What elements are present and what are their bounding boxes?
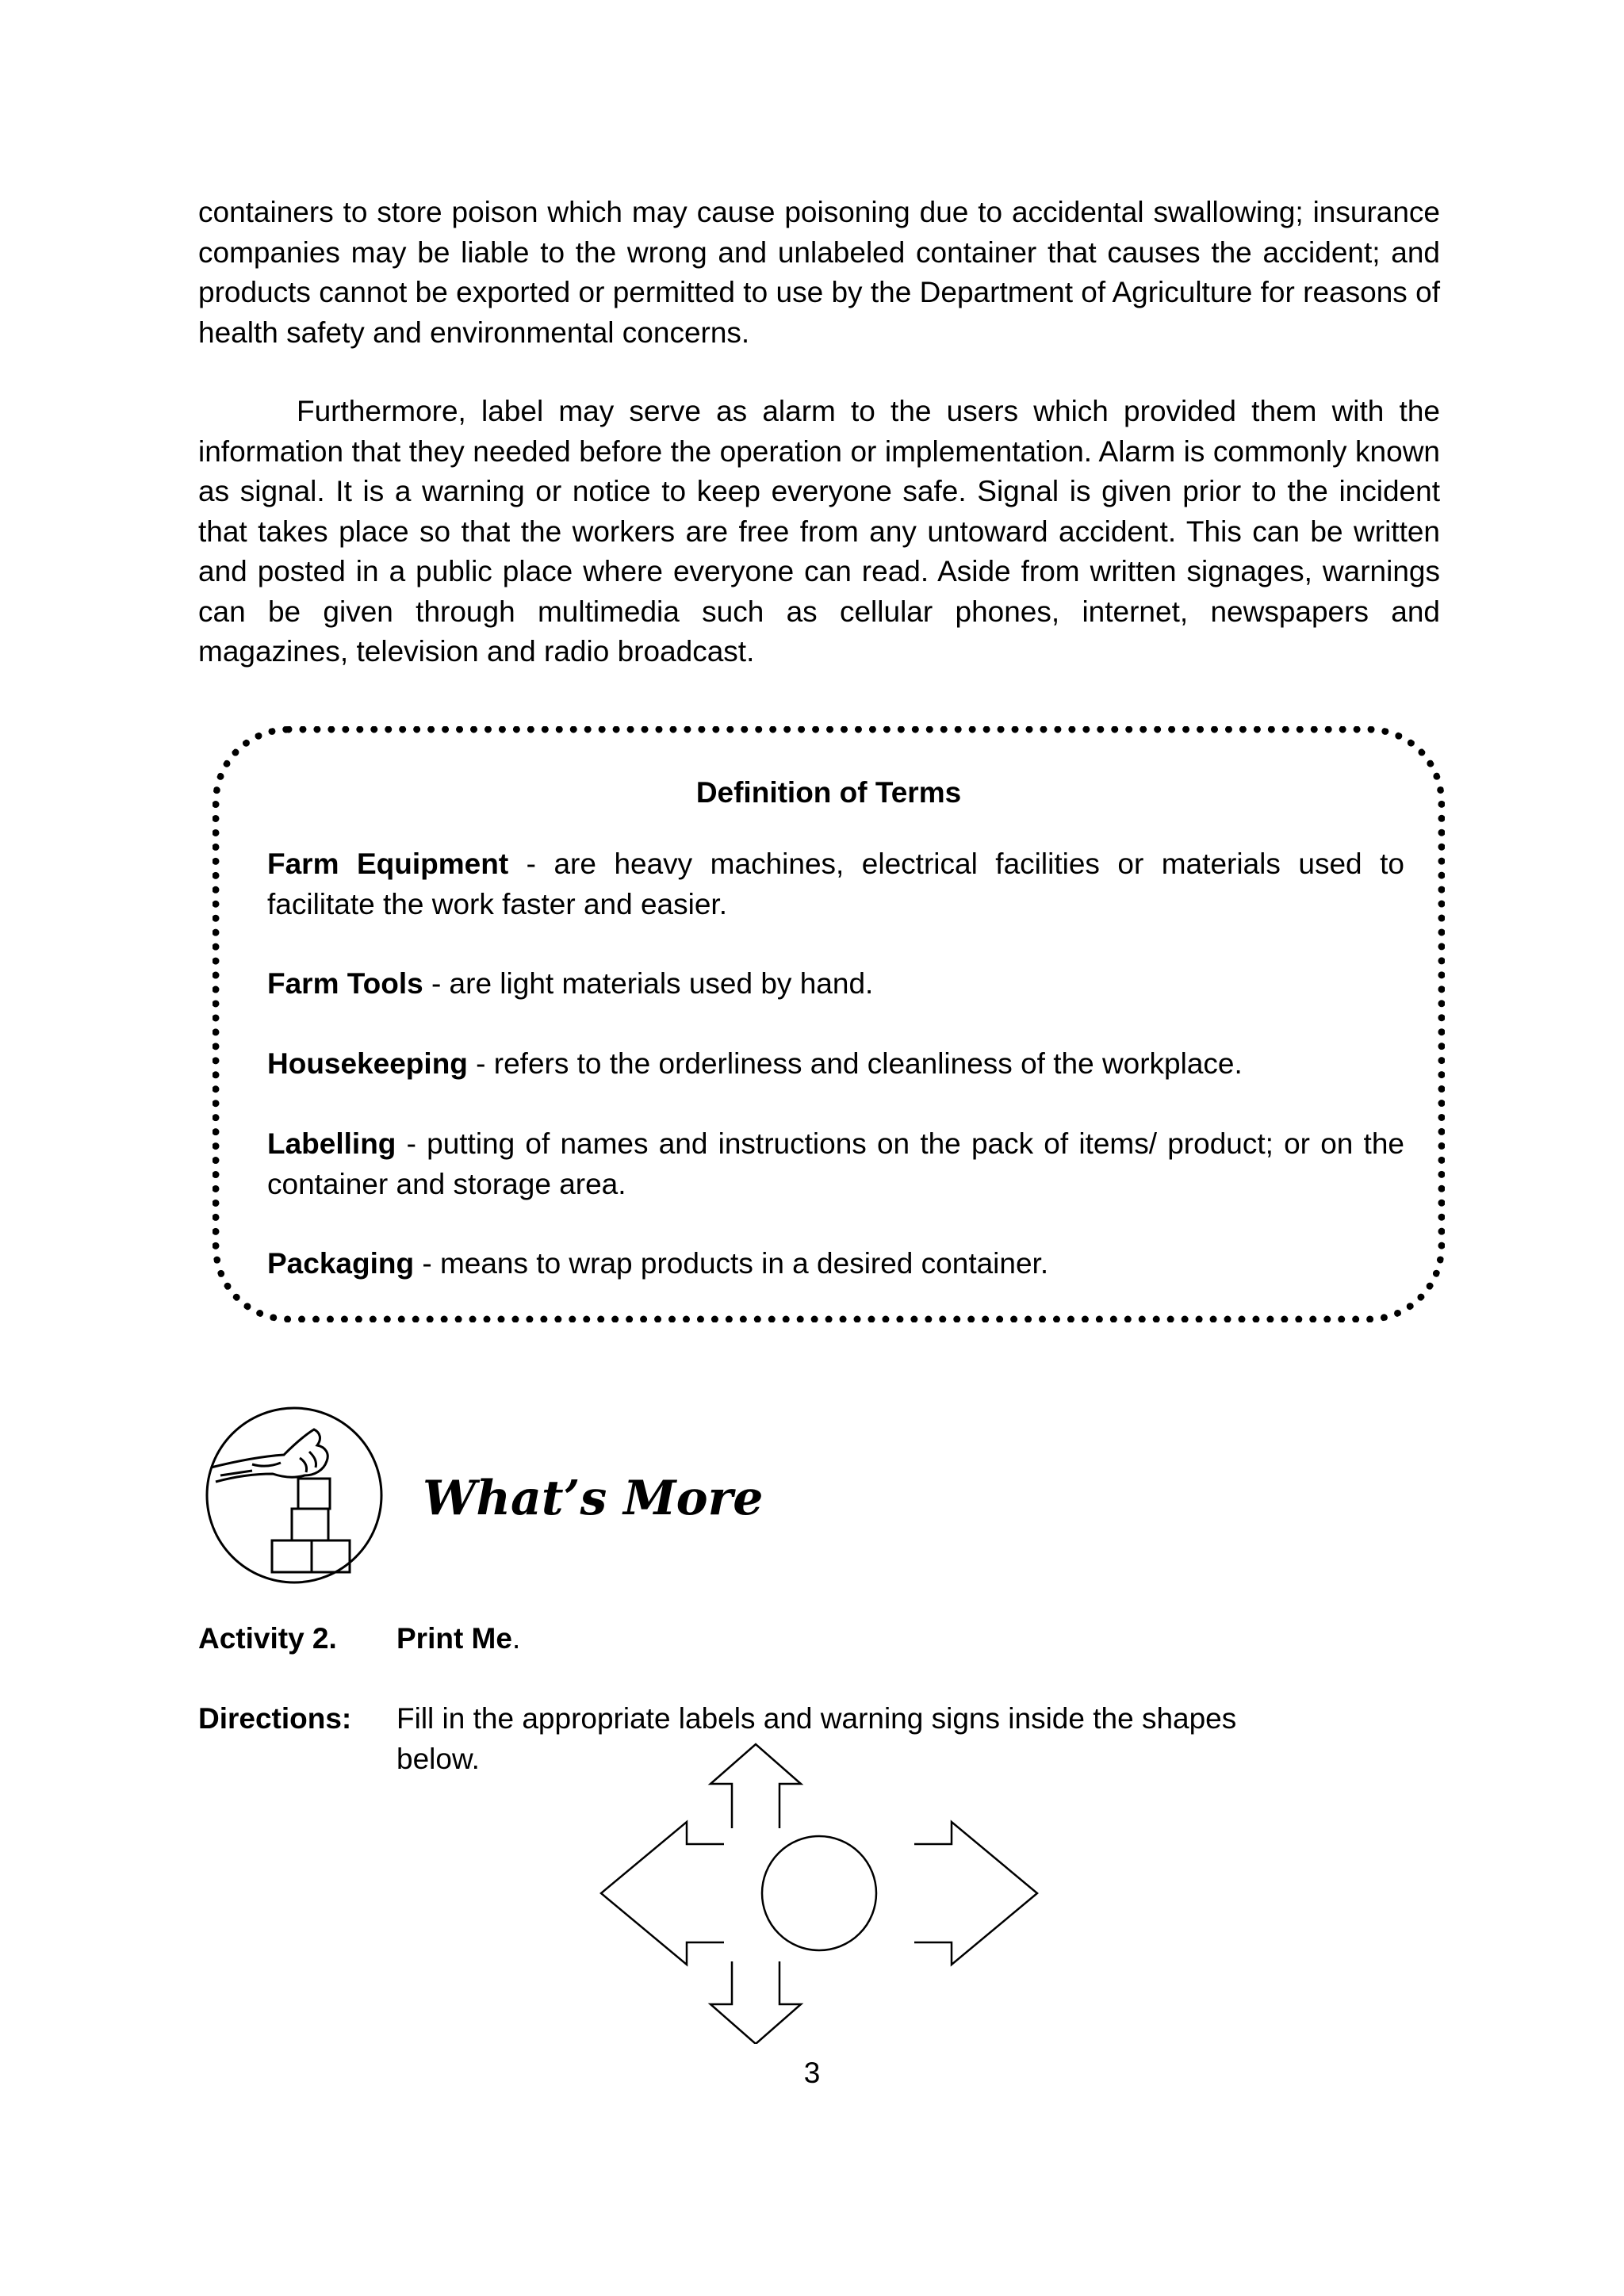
term: Packaging: [267, 1247, 415, 1280]
hand-stacking-blocks-icon: [205, 1406, 384, 1585]
definition-farm-tools: [267, 964, 1404, 1004]
activity-title: Print Me: [396, 1622, 512, 1655]
directions-label: Directions:: [198, 1702, 352, 1735]
arrow-up-shape: [710, 1744, 801, 1828]
arrow-down-shape: [710, 1961, 801, 2044]
term-definition: - means to wrap products in a desired container.: [414, 1247, 1049, 1280]
body-paragraph-1: containers to store poison which may cause poisoning due to accidental swallowing; insurance companies may be liable to the wrong and unlabeled container that causes the accident; and products cannot be exported or permitted to use by the Department of Agriculture for reasons of health safety and environmental concerns.: [198, 196, 1440, 349]
four-arrows-diagram: [593, 1743, 1045, 2044]
term: Farm Tools: [267, 967, 423, 1000]
activity-title-suffix: .: [511, 1622, 521, 1655]
directions-text: Fill in the appropriate labels and warning signs inside the shapes below.: [396, 1702, 1237, 1775]
term: Farm Equipment: [267, 848, 509, 880]
term-definition: - refers to the orderliness and cleanliness of the workplace.: [467, 1047, 1243, 1080]
term: Labelling: [267, 1127, 396, 1160]
term-definition: - putting of names and instructions on the pack of items/ product; or on the container and storage area.: [267, 1127, 1404, 1200]
arrow-right-shape: [914, 1822, 1037, 1965]
definition-of-terms-box: [213, 726, 1445, 1322]
term-definition: - are heavy machines, electrical facilities or materials used to facilitate the work faster and easier.: [267, 848, 1404, 920]
activity-label: Activity 2.: [198, 1622, 337, 1655]
activity-title-line: [396, 1619, 1308, 1659]
page-number: 3: [803, 2057, 821, 2089]
arrow-left-shape: [601, 1822, 724, 1965]
section-heading: What’s More: [423, 1471, 764, 1526]
center-circle-shape: [762, 1836, 876, 1950]
definition-housekeeping: [267, 1044, 1404, 1085]
body-paragraph-2: Furthermore, label may serve as alarm to the users which provided them with the information that they needed before the operation or implementation. Alarm is commonly known as signal. It is a warning or notice to keep everyone safe. Signal is given prior to the incident that takes place so that the workers are free from any untoward accident. This can be written and posted in a public place where everyone can read. Aside from written signages, warnings can be given through multimedia such as cellular phones, internet, newspapers and magazines, television and radio broadcast.: [198, 395, 1440, 668]
definition-farm-equipment: [267, 844, 1404, 924]
term-definition: - are light materials used by hand.: [423, 967, 874, 1000]
term: Housekeeping: [267, 1047, 468, 1080]
definition-title: Definition of Terms: [695, 776, 962, 809]
definition-labelling: [267, 1124, 1404, 1204]
definition-packaging: [267, 1244, 1404, 1284]
